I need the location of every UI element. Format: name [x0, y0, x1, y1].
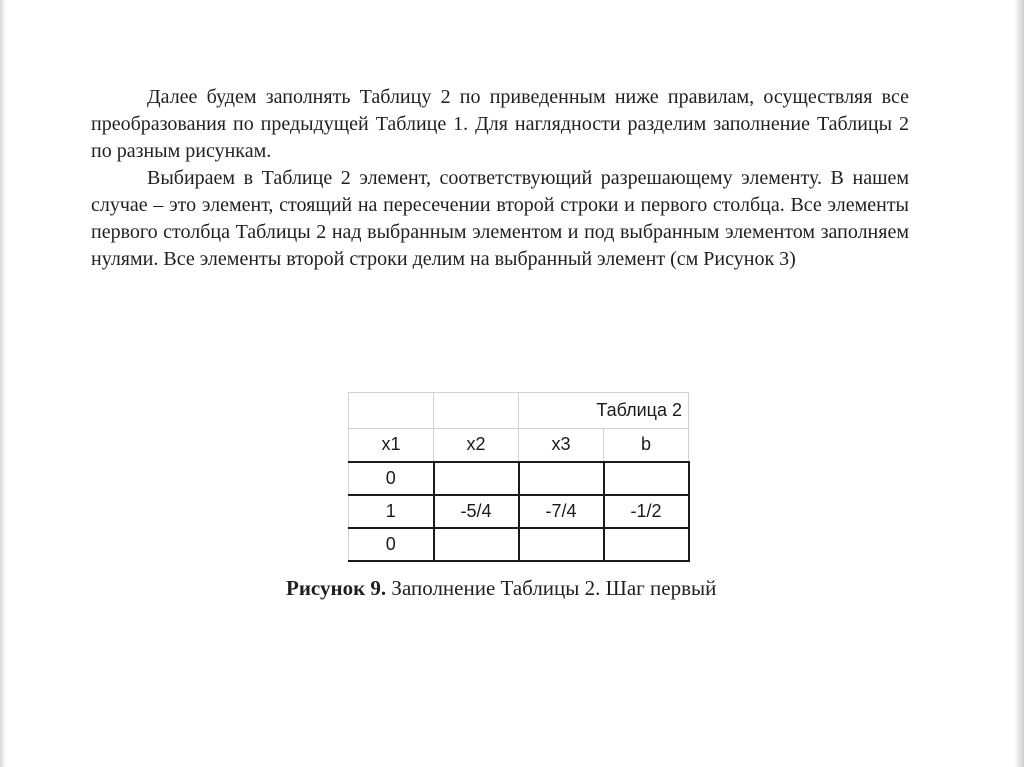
- caption-label: Рисунок 9.: [286, 576, 387, 600]
- table-2-figure: [348, 392, 690, 562]
- page-right-shadow: [1014, 0, 1024, 767]
- table-row: [349, 462, 689, 495]
- column-header-b: b: [604, 429, 689, 462]
- table-cell: 1: [349, 495, 434, 528]
- table-cell: [519, 528, 604, 561]
- paragraph-2: Выбираем в Таблице 2 элемент, соответствующий разрешающему элементу. В нашем случае – это элемент, стоящий на пересечении второй строки и первого столбца. Все элементы первого столбца Таблицы 2 над выбранным элементом и под выбранным элементом заполняем нулями. Все элементы второй строки делим на выбранный элемент (см Рисунок 3): [91, 167, 909, 270]
- table-row: [349, 528, 689, 561]
- column-header-x1: x1: [349, 429, 434, 462]
- table-title: Таблица 2: [519, 393, 689, 429]
- table-cell: [519, 462, 604, 495]
- table-cell: 0: [349, 528, 434, 561]
- table-cell: [434, 528, 519, 561]
- caption-text: Заполнение Таблицы 2. Шаг первый: [386, 576, 717, 600]
- empty-cell: [434, 393, 519, 429]
- table-title-row: [349, 393, 689, 429]
- table-cell: [434, 462, 519, 495]
- column-header-x3: x3: [519, 429, 604, 462]
- column-header-x2: x2: [434, 429, 519, 462]
- table-cell: [604, 528, 689, 561]
- table-2: [348, 392, 690, 562]
- figure-caption: [286, 576, 716, 601]
- table-row: [349, 495, 689, 528]
- table-cell: [604, 462, 689, 495]
- table-cell: -1/2: [604, 495, 689, 528]
- body-text: [91, 84, 909, 273]
- table-header-row: [349, 429, 689, 462]
- paragraph-1: Далее будем заполнять Таблицу 2 по приведенным ниже правилам, осуществляя все преобразования по предыдущей Таблице 1. Для наглядности разделим заполнение Таблицы 2 по разным рисункам.: [91, 86, 909, 162]
- table-cell: -5/4: [434, 495, 519, 528]
- empty-cell: [349, 393, 434, 429]
- table-cell: 0: [349, 462, 434, 495]
- table-cell: -7/4: [519, 495, 604, 528]
- page-left-shadow: [0, 0, 6, 767]
